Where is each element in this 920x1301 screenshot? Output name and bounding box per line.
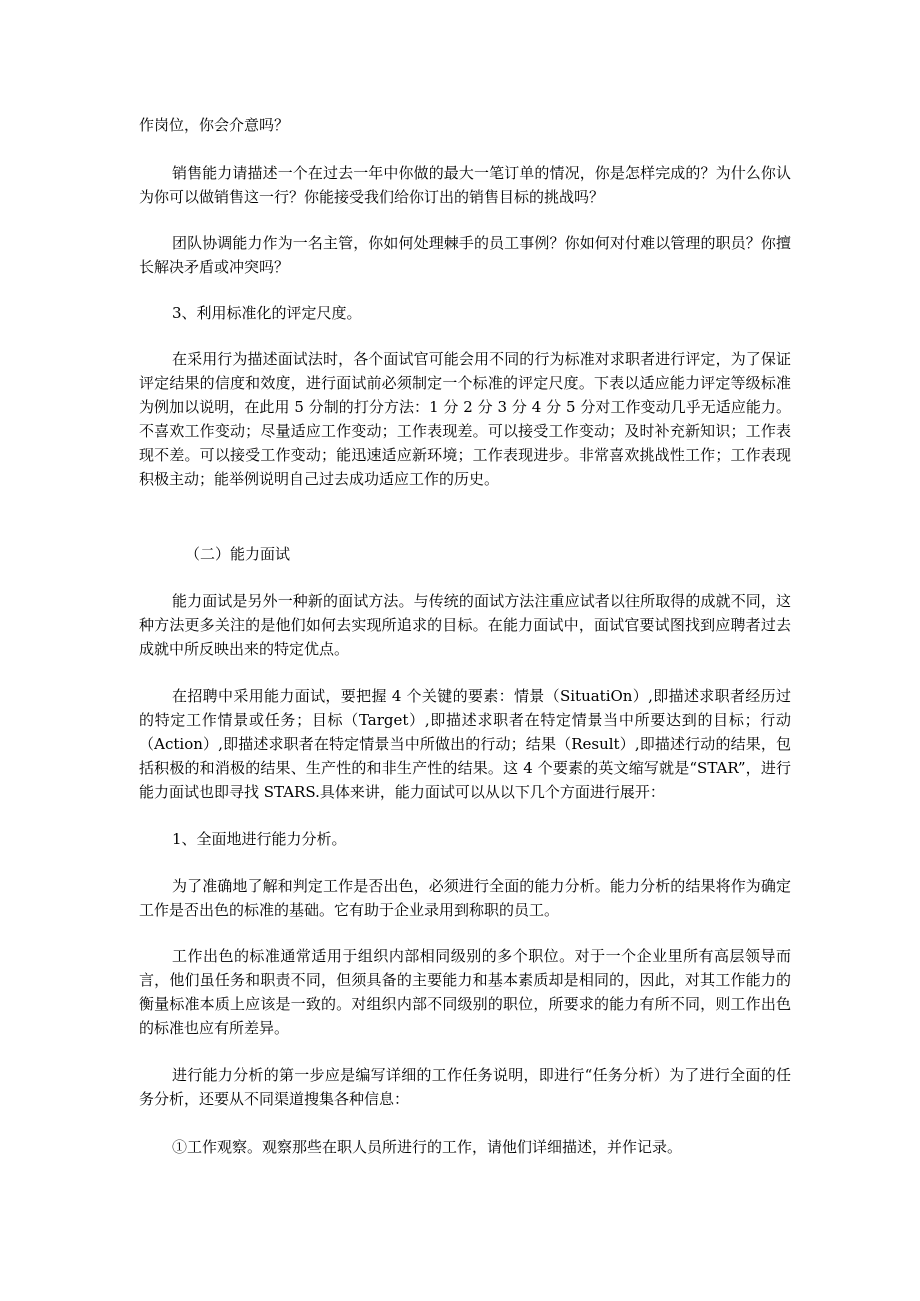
- paragraph-ability-interview-intro: 能力面试是另外一种新的面试方法。与传统的面试方法注重应试者以往所取得的成就不同，这种方法更多关注的是他们如何去实现所追求的目标。在能力面试中，面试官要试图找到应聘者过去成就中所反映出来的特定优点。: [139, 592, 791, 658]
- paragraph-continuation: 作岗位，你会介意吗？: [139, 116, 290, 134]
- paragraph-star-elements: 在招聘中采用能力面试，要把握 4 个关键的要素：情景（SituatiOn）,即描述求职者经历过的特定工作情景或任务；目标（Target）,即描述求职者在特定情景当中所要达到的目标；行动（Action）,即描述求职者在特定情景当中所做出的行动；结果（Result）,即描述行动的结果，包括积极的和消极的结果、生产性的和非生产性的结果。这 4 个要素的英文缩写就是“STAR”，进行能力面试也即寻找 STARS.具体来讲，能力面试可以从以下几个方面进行展开：: [139, 687, 791, 801]
- paragraph-ability-analysis: 为了准确地了解和判定工作是否出色，必须进行全面的能力分析。能力分析的结果将作为确定工作是否出色的标准的基础。它有助于企业录用到称职的员工。: [139, 877, 791, 919]
- heading-standardized-scale: 3、利用标准化的评定尺度。: [172, 304, 362, 322]
- paragraph-sales-ability: 销售能力请描述一个在过去一年中你做的最大一笔订单的情况，你是怎样完成的？为什么你认为你可以做销售这一行？你能接受我们给你订出的销售目标的挑战吗？: [139, 164, 791, 206]
- paragraph-task-analysis: 进行能力分析的第一步应是编写详细的工作任务说明，即进行“任务分析）为了进行全面的任务分析，还要从不同渠道搜集各种信息：: [139, 1066, 791, 1108]
- section-heading-ability-interview: （二）能力面试: [185, 545, 291, 563]
- paragraph-team-coordination: 团队协调能力作为一名主管，你如何处理棘手的员工事例？你如何对付难以管理的职员？你擅长解决矛盾或冲突吗？: [139, 234, 791, 276]
- paragraph-performance-standard: 工作出色的标准通常适用于组织内部相同级别的多个职位。对于一个企业里所有高层领导而言，他们虽任务和职责不同，但须具备的主要能力和基本素质却是相同的，因此，对其工作能力的衡量标准本质上应该是一致的。对组织内部不同级别的职位，所要求的能力有所不同，则工作出色的标准也应有所差异。: [139, 947, 791, 1037]
- list-item-job-observation: ①工作观察。观察那些在职人员所进行的工作，请他们详细描述，并作记录。: [172, 1138, 683, 1156]
- paragraph-behavior-interview: 在采用行为描述面试法时，各个面试官可能会用不同的行为标准对求职者进行评定，为了保证评定结果的信度和效度，进行面试前必须制定一个标准的评定尺度。下表以适应能力评定等级标准为例加以说明，在此用 5 分制的打分方法：1 分 2 分 3 分 4 分 5 分对工作变动几乎无适应能力。不喜欢工作变动；尽量适应工作变动；工作表现差。可以接受工作变动；及时补充新知识；工作表现不差。可以接受工作变动；能迅速适应新环境；工作表现进步。非常喜欢挑战性工作；工作表现积极主动；能举例说明自己过去成功适应工作的历史。: [139, 350, 791, 488]
- heading-ability-analysis: 1、全面地进行能力分析。: [172, 830, 347, 848]
